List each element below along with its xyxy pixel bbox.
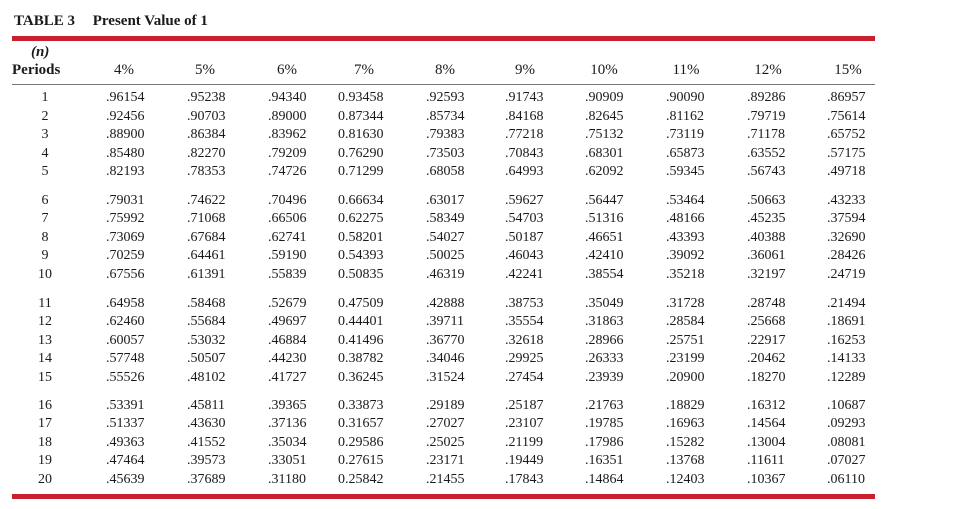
period-cell: 16 [38,398,52,413]
value-cell: .27027 [426,416,465,431]
value-cell: .70843 [505,146,544,161]
value-cell: .85734 [426,109,465,124]
value-cell: .79719 [747,109,786,124]
value-cell: .89286 [747,90,786,105]
value-cell: .18270 [747,370,786,385]
value-cell: .11611 [747,453,785,468]
value-cell: .37689 [187,472,226,487]
value-cell: .44230 [268,351,307,366]
period-cell: 18 [38,435,52,450]
value-cell: .32197 [747,267,786,282]
value-cell: .63017 [426,193,465,208]
value-cell: .23107 [505,416,544,431]
value-cell: .57748 [106,351,145,366]
value-cell: 0.31657 [338,416,384,431]
value-cell: 0.66634 [338,193,384,208]
period-cell: 9 [41,248,49,263]
value-cell: .90909 [585,90,624,105]
value-cell: .42241 [505,267,544,282]
header-divider [12,84,875,85]
value-cell: .82270 [187,146,226,161]
value-cell: .28966 [585,333,624,348]
value-cell: .40388 [747,230,786,245]
value-cell: .92456 [106,109,145,124]
value-cell: .20462 [747,351,786,366]
value-cell: 0.38782 [338,351,384,366]
value-cell: .86957 [827,90,866,105]
value-cell: .23939 [585,370,624,385]
period-cell: 4 [41,146,49,161]
value-cell: .32690 [827,230,866,245]
value-cell: .25187 [505,398,544,413]
value-cell: .12289 [827,370,866,385]
value-cell: .38554 [585,267,624,282]
value-cell: .75132 [585,127,624,142]
bottom-rule [12,494,875,499]
rate-header: 15% [834,62,862,78]
value-cell: .45235 [747,211,786,226]
value-cell: .23171 [426,453,465,468]
value-cell: .57175 [827,146,866,161]
period-cell: 13 [38,333,52,348]
value-cell: .83962 [268,127,307,142]
value-cell: 0.29586 [338,435,384,450]
value-cell: .59345 [666,164,705,179]
value-cell: .95238 [187,90,226,105]
value-cell: .60057 [106,333,145,348]
value-cell: 0.58201 [338,230,384,245]
value-cell: .31524 [426,370,465,385]
value-cell: 0.36245 [338,370,384,385]
value-cell: .79383 [426,127,465,142]
value-cell: .29925 [505,351,544,366]
value-cell: .35034 [268,435,307,450]
value-cell: .73503 [426,146,465,161]
value-cell: .39092 [666,248,705,263]
value-cell: .75614 [827,109,866,124]
value-cell: 0.27615 [338,453,384,468]
value-cell: .07027 [827,453,866,468]
value-cell: .12403 [666,472,705,487]
rate-header: 9% [515,62,535,78]
periods-header: Periods [12,62,61,78]
value-cell: .28426 [827,248,866,263]
value-cell: .56447 [585,193,624,208]
value-cell: .90090 [666,90,705,105]
value-cell: .63552 [747,146,786,161]
value-cell: .67556 [106,267,145,282]
value-cell: .73119 [666,127,704,142]
value-cell: .39573 [187,453,226,468]
value-cell: .16963 [666,416,705,431]
value-cell: .49363 [106,435,145,450]
value-cell: .36770 [426,333,465,348]
value-cell: .64993 [505,164,544,179]
value-cell: .27454 [505,370,544,385]
period-cell: 10 [38,267,52,282]
value-cell: .42410 [585,248,624,263]
rate-header: 5% [195,62,215,78]
value-cell: .61391 [187,267,226,282]
value-cell: .47464 [106,453,145,468]
value-cell: .58349 [426,211,465,226]
value-cell: .35218 [666,267,705,282]
value-cell: .28584 [666,314,705,329]
value-cell: .21763 [585,398,624,413]
value-cell: .21199 [505,435,543,450]
value-cell: 0.41496 [338,333,384,348]
value-cell: .38753 [505,296,544,311]
value-cell: .96154 [106,90,145,105]
value-cell: .31728 [666,296,705,311]
value-cell: .13768 [666,453,705,468]
value-cell: .21455 [426,472,465,487]
value-cell: .88900 [106,127,145,142]
rate-header: 6% [277,62,297,78]
value-cell: .55526 [106,370,145,385]
value-cell: .62092 [585,164,624,179]
top-rule [12,36,875,41]
period-cell: 7 [41,211,49,226]
value-cell: .51337 [106,416,145,431]
value-cell: .67684 [187,230,226,245]
value-cell: .90703 [187,109,226,124]
value-cell: .23199 [666,351,705,366]
value-cell: .65752 [827,127,866,142]
period-cell: 19 [38,453,52,468]
period-cell: 2 [41,109,49,124]
value-cell: .18691 [827,314,866,329]
value-cell: .49697 [268,314,307,329]
value-cell: .31863 [585,314,624,329]
value-cell: .54703 [505,211,544,226]
value-cell: .50663 [747,193,786,208]
value-cell: .54027 [426,230,465,245]
value-cell: .53391 [106,398,145,413]
value-cell: .68301 [585,146,624,161]
value-cell: .50507 [187,351,226,366]
value-cell: .75992 [106,211,145,226]
rate-header: 8% [435,62,455,78]
value-cell: .35049 [585,296,624,311]
value-cell: .82193 [106,164,145,179]
rate-header: 10% [590,62,618,78]
value-cell: 0.81630 [338,127,384,142]
value-cell: .59627 [505,193,544,208]
value-cell: .21494 [827,296,866,311]
value-cell: .92593 [426,90,465,105]
value-cell: .70259 [106,248,145,263]
value-cell: .32618 [505,333,544,348]
period-cell: 11 [38,296,52,311]
value-cell: 0.33873 [338,398,384,413]
value-cell: 0.93458 [338,90,384,105]
value-cell: .73069 [106,230,145,245]
value-cell: .53032 [187,333,226,348]
value-cell: .89000 [268,109,307,124]
value-cell: .26333 [585,351,624,366]
value-cell: .35554 [505,314,544,329]
table-title [14,13,208,30]
value-cell: 0.71299 [338,164,384,179]
value-cell: .29189 [426,398,465,413]
rate-header: 4% [114,62,134,78]
value-cell: .64461 [187,248,226,263]
period-cell: 17 [38,416,52,431]
value-cell: .43393 [666,230,705,245]
value-cell: 0.62275 [338,211,384,226]
period-cell: 8 [41,230,49,245]
value-cell: .66506 [268,211,307,226]
periods-header-n: (n) [31,44,50,60]
value-cell: .13004 [747,435,786,450]
value-cell: .46884 [268,333,307,348]
period-cell: 5 [41,164,49,179]
value-cell: .64958 [106,296,145,311]
value-cell: .45811 [187,398,225,413]
value-cell: .78353 [187,164,226,179]
value-cell: .82645 [585,109,624,124]
value-cell: .79209 [268,146,307,161]
value-cell: .65873 [666,146,705,161]
value-cell: .06110 [827,472,865,487]
value-cell: .50187 [505,230,544,245]
table-caption: Present Value of 1 [92,13,208,29]
value-cell: .81162 [666,109,704,124]
value-cell: .09293 [827,416,866,431]
value-cell: .55839 [268,267,307,282]
value-cell: .68058 [426,164,465,179]
value-cell: .77218 [505,127,544,142]
value-cell: .39365 [268,398,307,413]
value-cell: .74726 [268,164,307,179]
period-cell: 3 [41,127,49,142]
value-cell: .28748 [747,296,786,311]
value-cell: .17843 [505,472,544,487]
value-cell: .85480 [106,146,145,161]
value-cell: .94340 [268,90,307,105]
value-cell: .52679 [268,296,307,311]
value-cell: .37136 [268,416,307,431]
value-cell: .41727 [268,370,307,385]
value-cell: .18829 [666,398,705,413]
table-number: TABLE 3 [14,13,75,29]
rate-header: 11% [672,62,700,78]
value-cell: .62741 [268,230,307,245]
value-cell: .16253 [827,333,866,348]
value-cell: .74622 [187,193,226,208]
value-cell: .24719 [827,267,866,282]
value-cell: .39711 [426,314,464,329]
value-cell: .59190 [268,248,307,263]
value-cell: 0.44401 [338,314,384,329]
value-cell: .51316 [585,211,624,226]
value-cell: 0.54393 [338,248,384,263]
value-cell: .41552 [187,435,226,450]
value-cell: 0.87344 [338,109,384,124]
value-cell: .36061 [747,248,786,263]
value-cell: .34046 [426,351,465,366]
value-cell: .91743 [505,90,544,105]
value-cell: .55684 [187,314,226,329]
value-cell: .08081 [827,435,866,450]
value-cell: .14133 [827,351,866,366]
value-cell: .33051 [268,453,307,468]
value-cell: .62460 [106,314,145,329]
value-cell: .16351 [585,453,624,468]
value-cell: .71178 [747,127,785,142]
value-cell: .19449 [505,453,544,468]
period-cell: 14 [38,351,52,366]
value-cell: .10367 [747,472,786,487]
value-cell: .14864 [585,472,624,487]
value-cell: 0.25842 [338,472,384,487]
value-cell: .46651 [585,230,624,245]
value-cell: .46043 [505,248,544,263]
period-cell: 1 [41,90,49,105]
value-cell: .56743 [747,164,786,179]
value-cell: .43630 [187,416,226,431]
period-cell: 20 [38,472,52,487]
value-cell: .20900 [666,370,705,385]
value-cell: .25668 [747,314,786,329]
value-cell: .25751 [666,333,705,348]
value-cell: .17986 [585,435,624,450]
period-cell: 15 [38,370,52,385]
value-cell: .37594 [827,211,866,226]
period-cell: 6 [41,193,49,208]
value-cell: .49718 [827,164,866,179]
value-cell: .43233 [827,193,866,208]
value-cell: .79031 [106,193,145,208]
value-cell: .10687 [827,398,866,413]
value-cell: 0.47509 [338,296,384,311]
value-cell: .46319 [426,267,465,282]
value-cell: .45639 [106,472,145,487]
value-cell: .50025 [426,248,465,263]
rate-header: 12% [754,62,782,78]
value-cell: .58468 [187,296,226,311]
value-cell: .86384 [187,127,226,142]
value-cell: .16312 [747,398,786,413]
rate-header: 7% [354,62,374,78]
value-cell: .48102 [187,370,226,385]
value-cell: .25025 [426,435,465,450]
value-cell: .14564 [747,416,786,431]
value-cell: 0.76290 [338,146,384,161]
value-cell: .15282 [666,435,705,450]
value-cell: .71068 [187,211,226,226]
value-cell: .19785 [585,416,624,431]
value-cell: .84168 [505,109,544,124]
value-cell: .48166 [666,211,705,226]
value-cell: .22917 [747,333,786,348]
period-cell: 12 [38,314,52,329]
value-cell: 0.50835 [338,267,384,282]
value-cell: .53464 [666,193,705,208]
value-cell: .31180 [268,472,306,487]
value-cell: .42888 [426,296,465,311]
value-cell: .70496 [268,193,307,208]
